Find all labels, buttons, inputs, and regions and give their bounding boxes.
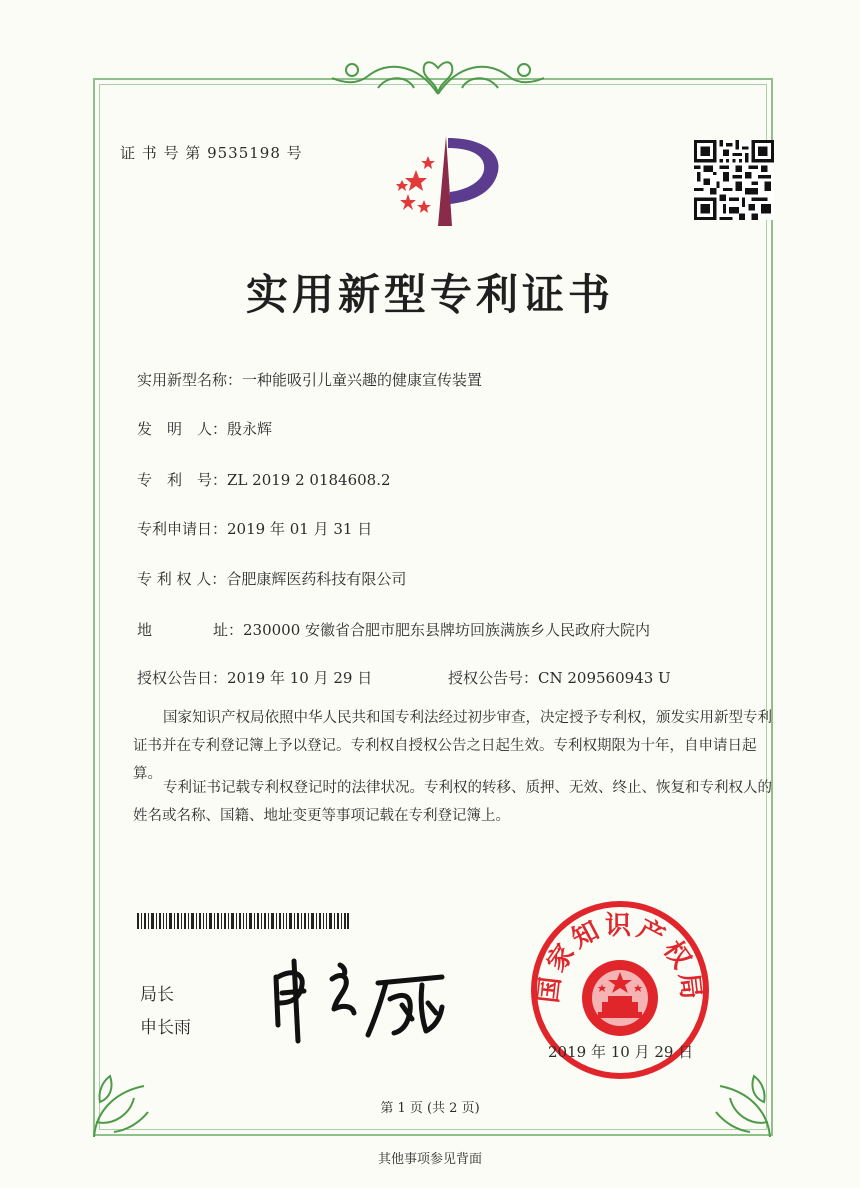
director-name: 申长雨 (140, 1018, 191, 1038)
field-address-label-tail (213, 618, 243, 642)
field-utility-model-name (137, 368, 482, 392)
field-label: 专利申请日： (137, 520, 228, 538)
field-label-part: 址： (213, 621, 244, 639)
field-label: 实用新型名称： (137, 371, 243, 389)
certificate-title: 实用新型专利证书 (245, 270, 614, 319)
field-value: 合肥康辉医药科技有限公司 (226, 570, 407, 588)
field-value: 殷永辉 (227, 420, 273, 438)
top-ornament (318, 54, 558, 100)
field-value: CN 209560943 U (538, 669, 671, 687)
field-value: 2019 年 10 月 29 日 (227, 669, 373, 687)
seal-date: 2019 年 10 月 29 日 (548, 1043, 694, 1061)
field-address-label (137, 618, 152, 642)
certificate-number: 证 书 号 第 9535198 号 (120, 144, 303, 162)
back-side-note: 其他事项参见背面 (377, 1152, 482, 1167)
body-paragraph-1: 国家知识产权局依照中华人民共和国专利法经过初步审查，决定授予专利权，颁发实用新型专利证书并在专利登记簿上予以登记。专利权自授权公告之日起生效。专利权期限为十年，自申请日起算。 (133, 710, 772, 782)
seal-text: 国家知识产权局 (533, 911, 707, 1005)
field-label: 授权公告号： (448, 669, 539, 687)
body-paragraph-2: 专利证书记载专利权登记时的法律状况。专利权的转移、质押、无效、终止、恢复和专利权人的姓名或名称、国籍、地址变更等事项记载在专利登记簿上。 (133, 780, 772, 824)
field-label: 专 利 号： (137, 471, 228, 489)
field-grant-number (448, 666, 671, 690)
patent-office-logo (386, 130, 510, 230)
field-value: 2019 年 01 月 31 日 (227, 520, 373, 538)
field-patent-number (137, 468, 391, 492)
field-application-date (137, 517, 372, 541)
field-patentee (137, 567, 406, 591)
field-label: 授权公告日： (137, 669, 228, 687)
field-address-value: 230000 安徽省合肥市肥东县牌坊回族满族乡人民政府大院内 (243, 621, 651, 639)
field-value: ZL 2019 2 0184608.2 (227, 471, 391, 489)
field-label: 专 利 权 人： (137, 570, 227, 588)
field-value: 一种能吸引儿童兴趣的健康宣传装置 (242, 371, 483, 389)
barcode (137, 913, 349, 929)
field-inventor (137, 417, 272, 441)
field-grant-date (137, 666, 372, 690)
director-title: 局长 (140, 985, 174, 1005)
national-emblem (582, 960, 658, 1036)
qr-code (694, 140, 774, 220)
page-number: 第 1 页 (共 2 页) (380, 1101, 480, 1116)
field-label: 发 明 人： (137, 420, 228, 438)
field-label-part: 地 (137, 621, 153, 639)
handwritten-signature (262, 955, 462, 1045)
